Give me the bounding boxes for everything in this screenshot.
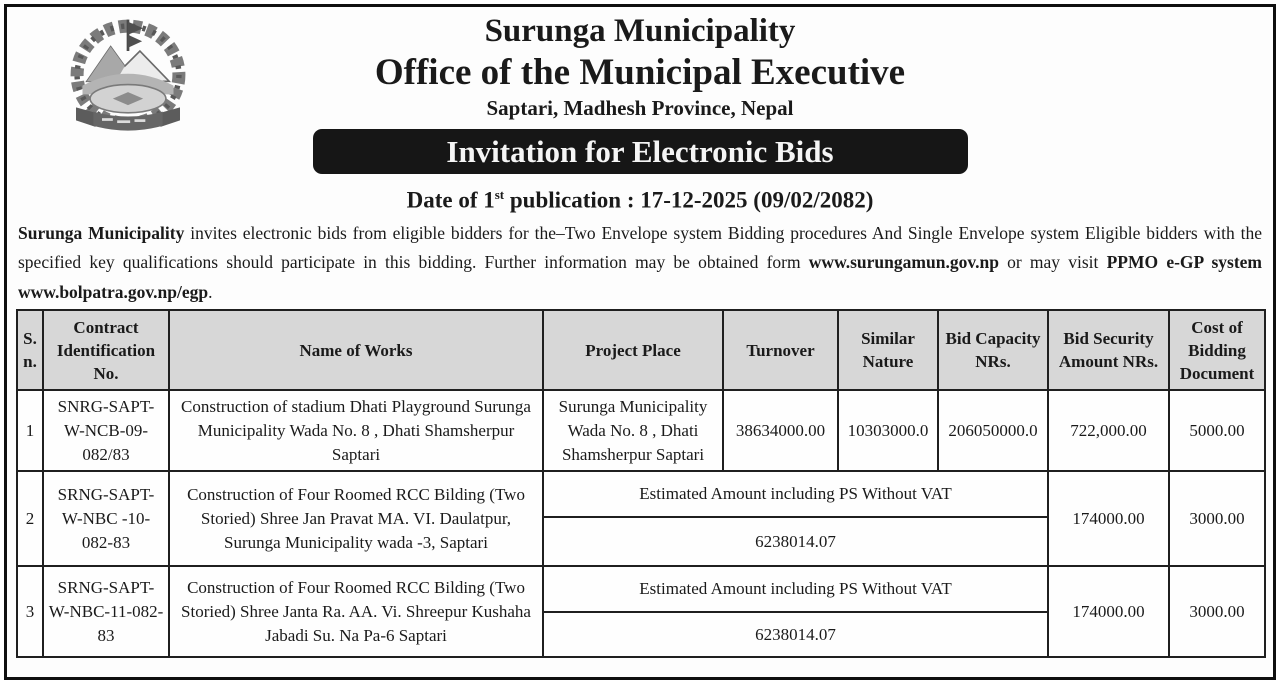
table-header-row xyxy=(17,310,1265,390)
cell-bid-security: 174000.00 xyxy=(1048,471,1169,566)
cell-bid-capacity: 206050000.0 xyxy=(938,390,1048,471)
publication-date-line xyxy=(7,182,1273,213)
location-subtitle: Saptari, Madhesh Province, Nepal xyxy=(486,96,794,120)
cell-sn: 2 xyxy=(17,471,43,566)
col-header-bid-security: Bid Security Amount NRs. xyxy=(1048,310,1169,390)
cell-estimated-amount-label: Estimated Amount including PS Without VAT xyxy=(543,566,1048,612)
intro-paragraph xyxy=(18,219,1262,308)
ordinal-superscript: st xyxy=(494,187,505,202)
municipality-title: Surunga Municipality xyxy=(484,13,796,49)
publication-date-suffix: publication : 17-12-2025 (09/02/2082) xyxy=(504,187,874,213)
invitation-banner: Invitation for Electronic Bids xyxy=(313,129,968,174)
cell-name-of-works: Construction of Four Roomed RCC Bilding (Two Storied) Shree Jan Pravat MA. VI. Daulatpur, Surunga Municipality wada -3, Saptari xyxy=(169,471,543,566)
cell-estimated-amount-label: Estimated Amount including PS Without VAT xyxy=(543,471,1048,517)
cell-bid-security: 722,000.00 xyxy=(1048,390,1169,471)
cell-estimated-amount-value: 6238014.07 xyxy=(543,612,1048,657)
cell-cost-of-document: 3000.00 xyxy=(1169,471,1265,566)
cell-sn: 3 xyxy=(17,566,43,657)
egp-system-url: PPMO e-GP system www.bolpatra.gov.np/egp xyxy=(18,252,1262,302)
table-row-2 xyxy=(17,471,1265,517)
nepal-government-emblem-logo xyxy=(63,12,193,142)
cell-name-of-works: Construction of Four Roomed RCC Bilding (Two Storied) Shree Janta Ra. AA. Vi. Shreepur Kushaha Jabadi Su. Na Pa-6 Saptari xyxy=(169,566,543,657)
table-row-3 xyxy=(17,566,1265,612)
col-header-name-of-works: Name of Works xyxy=(169,310,543,390)
cell-name-of-works: Construction of stadium Dhati Playground Surunga Municipality Wada No. 8 , Dhati Shamsherpur Saptari xyxy=(169,390,543,471)
cell-cost-of-document: 5000.00 xyxy=(1169,390,1265,471)
cell-contract-id: SNRG-SAPT-W-NCB-09-082/83 xyxy=(43,390,169,471)
intro-lead-bold: Surunga Municipality xyxy=(18,222,185,243)
intro-segment-1: invites electronic bids from eligible bidders for the–Two Envelope system Bidding procedures And Single Envelope system Eligible bidders with the specified key qualifications should participate in this bidding. Further information may be obtained form xyxy=(18,222,1262,273)
col-header-contract-id: Contract Identification No. xyxy=(43,310,169,390)
col-header-turnover: Turnover xyxy=(723,310,838,390)
municipality-website-url: www.surungamun.gov.np xyxy=(808,252,999,273)
cell-contract-id: SRNG-SAPT-W-NBC -10-082-83 xyxy=(43,471,169,566)
cell-bid-security: 174000.00 xyxy=(1048,566,1169,657)
cell-turnover: 38634000.00 xyxy=(723,390,838,471)
publication-date-prefix: Date of 1 xyxy=(406,187,495,213)
cell-similar-nature: 10303000.0 xyxy=(838,390,938,471)
intro-segment-3: . xyxy=(208,281,213,302)
office-title: Office of the Municipal Executive xyxy=(374,52,906,93)
cell-project-place: Surunga Municipality Wada No. 8 , Dhati Shamsherpur Saptari xyxy=(543,390,723,471)
col-header-bid-capacity: Bid Capacity NRs. xyxy=(938,310,1048,390)
cell-cost-of-document: 3000.00 xyxy=(1169,566,1265,657)
cell-contract-id: SRNG-SAPT-W-NBC-11-082-83 xyxy=(43,566,169,657)
notice-page xyxy=(4,4,1276,680)
cell-estimated-amount-value: 6238014.07 xyxy=(543,517,1048,566)
col-header-sn: S. n. xyxy=(17,310,43,390)
col-header-project-place: Project Place xyxy=(543,310,723,390)
bids-table xyxy=(16,309,1266,658)
table-row-1 xyxy=(17,390,1265,471)
intro-segment-2: or may visit xyxy=(998,252,1107,273)
cell-sn: 1 xyxy=(17,390,43,471)
col-header-similar-nature: Similar Nature xyxy=(838,310,938,390)
col-header-cost-of-document: Cost of Bidding Document xyxy=(1169,310,1265,390)
